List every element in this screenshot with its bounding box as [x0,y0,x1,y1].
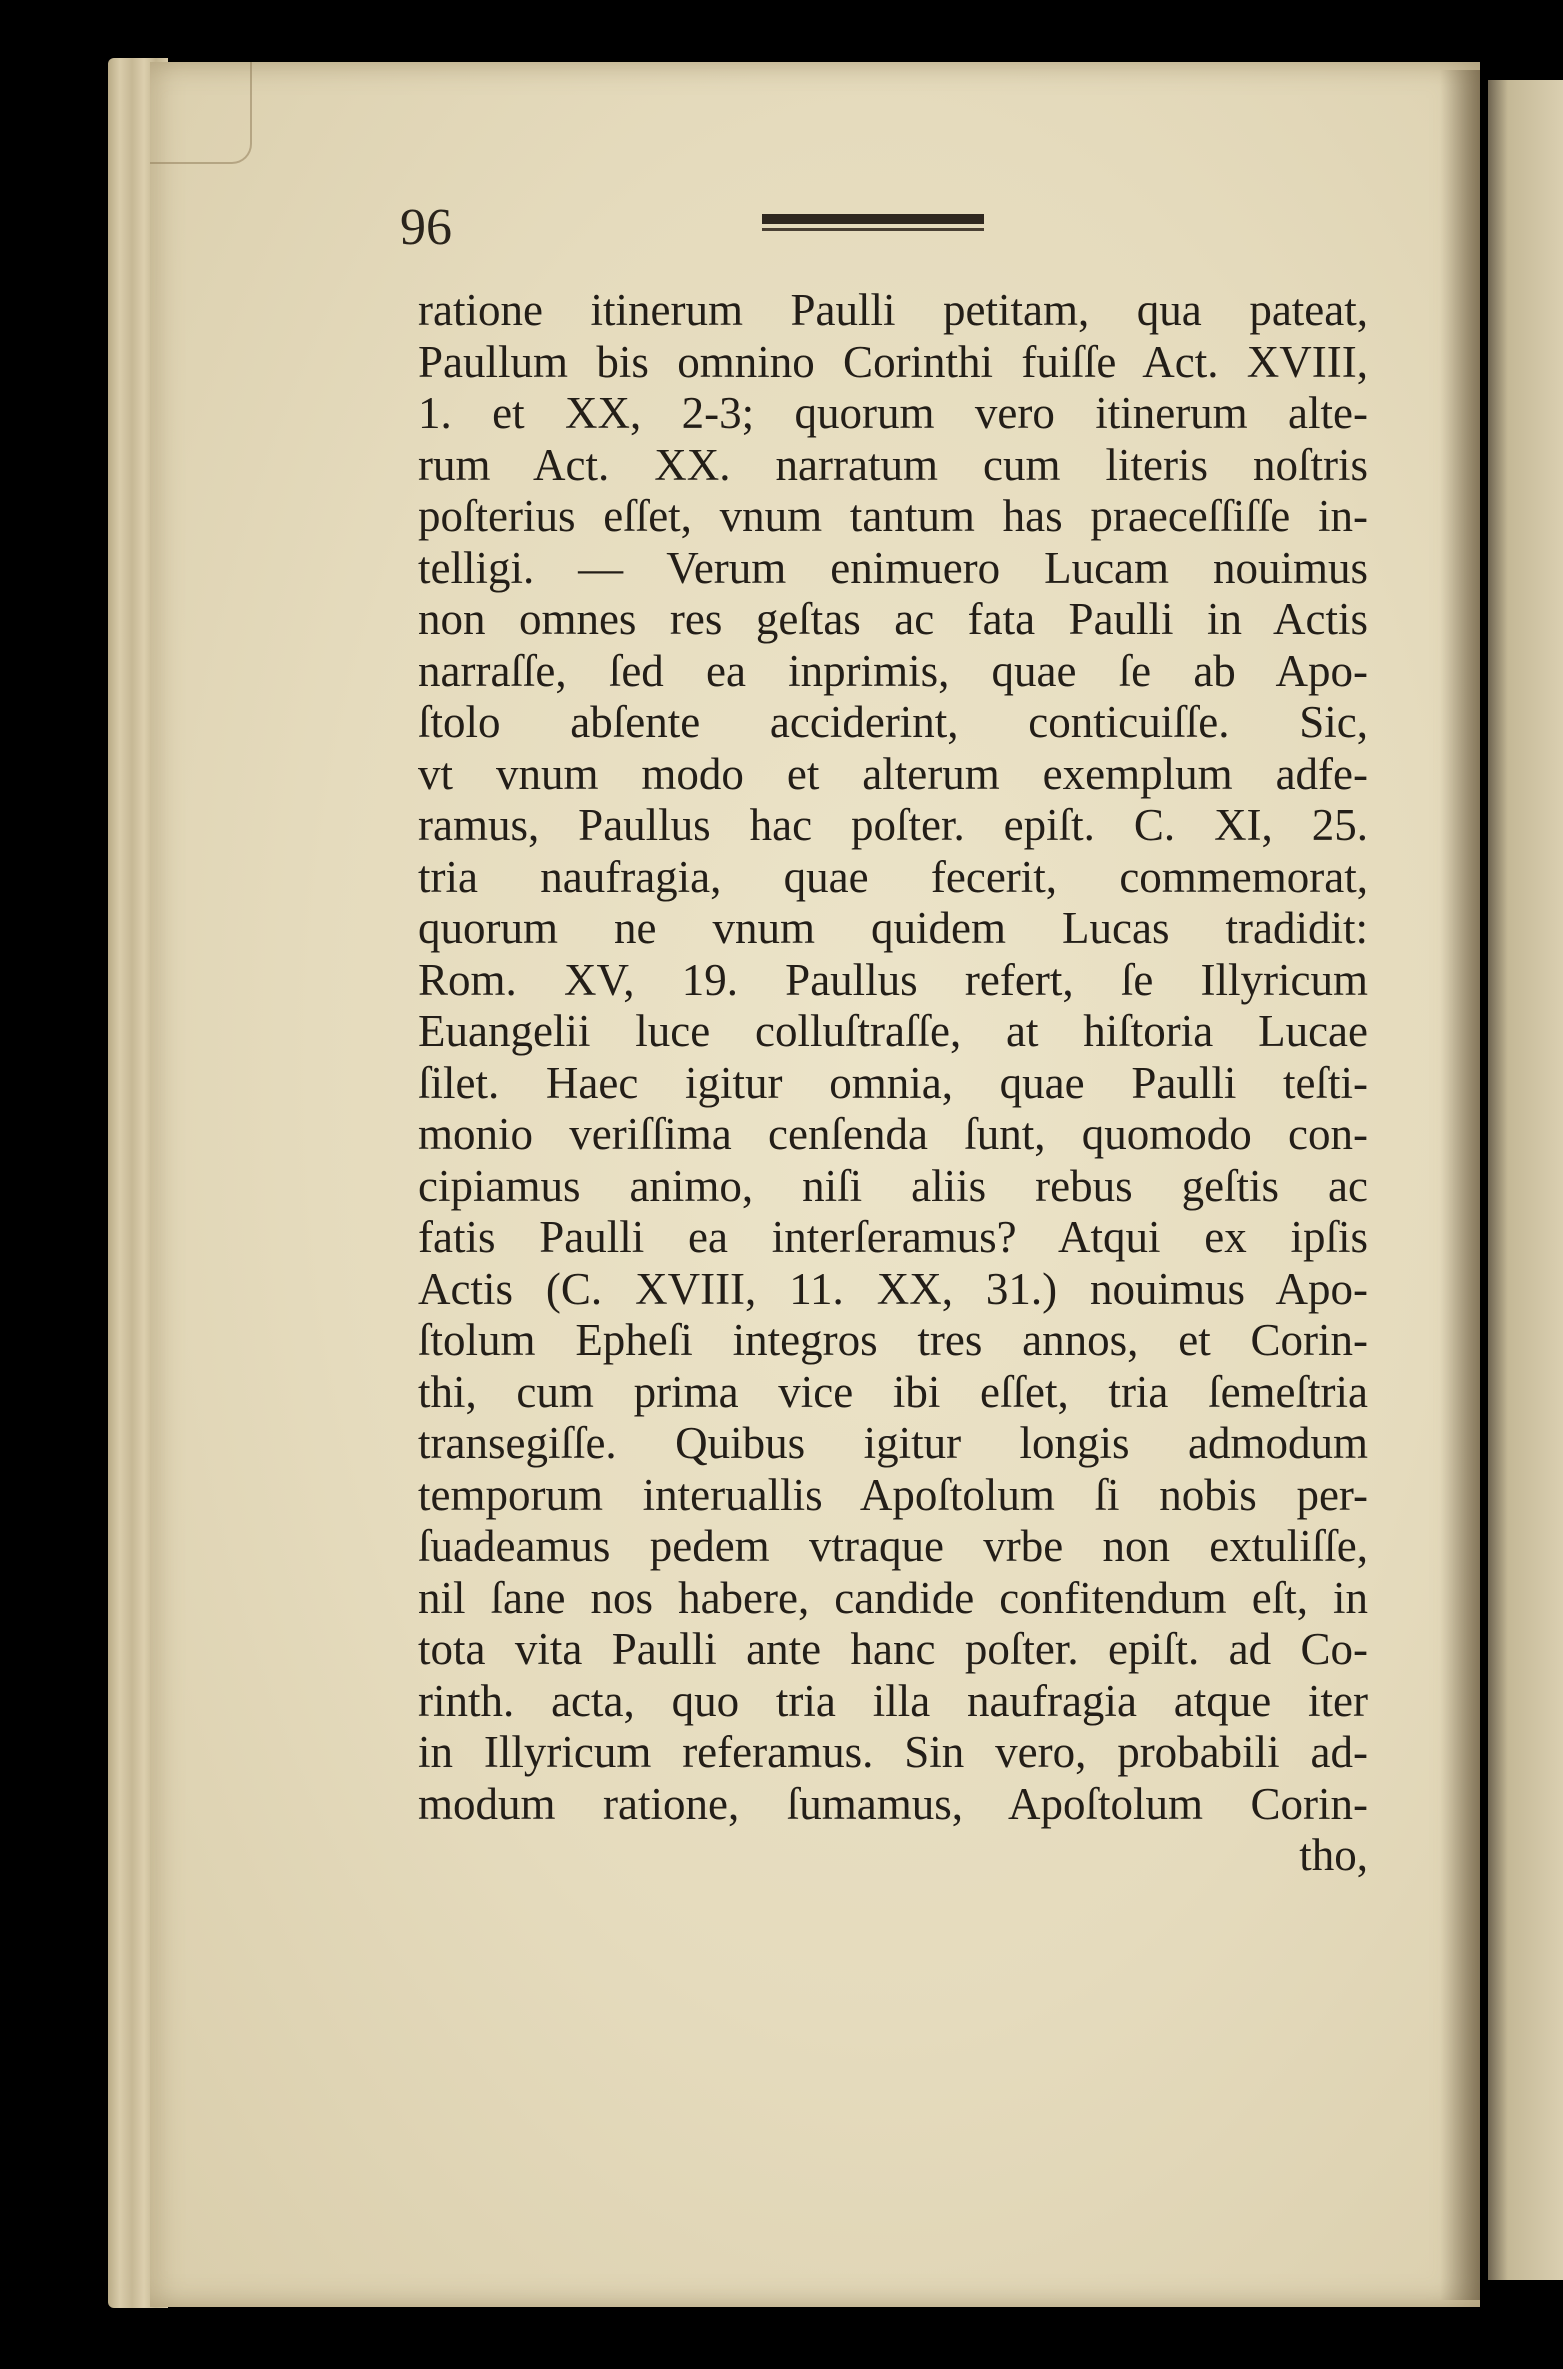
header-rule [762,214,984,224]
text-line: modum ratione, ſumamus, Apoſtolum Corin- [418,1778,1368,1829]
text-line: monio veriſſima cenſenda ſunt, quomodo con- [418,1109,1368,1159]
text-line: 1. et XX, 2-3; quorum vero itinerum alte- [418,388,1368,438]
text-line: vt vnum modo et alterum exemplum adfe- [418,748,1368,799]
text-line: non omnes res geſtas ac fata Paulli in Actis [418,594,1368,644]
text-line: Paullum bis omnino Corinthi fuiſſe Act. XVIII, [418,336,1368,387]
page-corner-fold [150,62,252,164]
text-line: tria naufragia, quae fecerit, commemorat, [418,851,1368,902]
text-line: quorum ne vnum quidem Lucas tradidit: [418,903,1368,953]
text-line: narraſſe, ſed ea inprimis, quae ſe ab Apo- [418,645,1368,696]
text-line: rum Act. XX. narratum cum literis noſtris [418,439,1368,490]
text-line: telligi. — Verum enimuero Lucam nouimus [418,542,1368,593]
text-line: ſtolo abſente acciderint, conticuiſſe. Sic, [418,697,1368,747]
text-line: in Illyricum referamus. Sin vero, probabili ad- [418,1727,1368,1777]
text-line: cipiamus animo, niſi aliis rebus geſtis ac [418,1160,1368,1211]
text-line: thi, cum prima vice ibi eſſet, tria ſemeſtria [418,1366,1368,1417]
text-line: ratione itinerum Paulli petitam, qua pateat, [418,285,1368,335]
text-line: ſilet. Haec igitur omnia, quae Paulli teſti- [418,1057,1368,1108]
page-number: 96 [400,199,452,256]
text-line: temporum interuallis Apoſtolum ſi nobis per- [418,1469,1368,1520]
text-line: fatis Paulli ea interſeramus? Atqui ex ipſis [418,1212,1368,1262]
text-line: poſterius eſſet, vnum tantum has praeceſſiſſe in- [418,491,1368,541]
text-line: Actis (C. XVIII, 11. XX, 31.) nouimus Apo- [418,1263,1368,1314]
text-line: Euangelii luce colluſtraſſe, at hiſtoria Lucae [418,1006,1368,1056]
text-line: Rom. XV, 19. Paullus refert, ſe Illyricum [418,954,1368,1005]
text-line: rinth. acta, quo tria illa naufragia atque iter [418,1675,1368,1726]
text-line: ſuadeamus pedem vtraque vrbe non extuliſſe, [418,1521,1368,1571]
gutter-shadow [1440,70,1480,2300]
facing-page-edge [1488,80,1563,2280]
body-text [418,285,1368,1882]
text-line: ramus, Paullus hac poſter. epiſt. C. XI, 25. [418,800,1368,850]
text-line: ſtolum Epheſi integros tres annos, et Corin- [418,1315,1368,1365]
text-line: nil ſane nos habere, candide confitendum eſt, in [418,1572,1368,1623]
catchword: tho, [1299,1830,1368,1880]
text-line: transegiſſe. Quibus igitur longis admodum [418,1418,1368,1468]
text-line: tota vita Paulli ante hanc poſter. epiſt. ad Co- [418,1624,1368,1674]
